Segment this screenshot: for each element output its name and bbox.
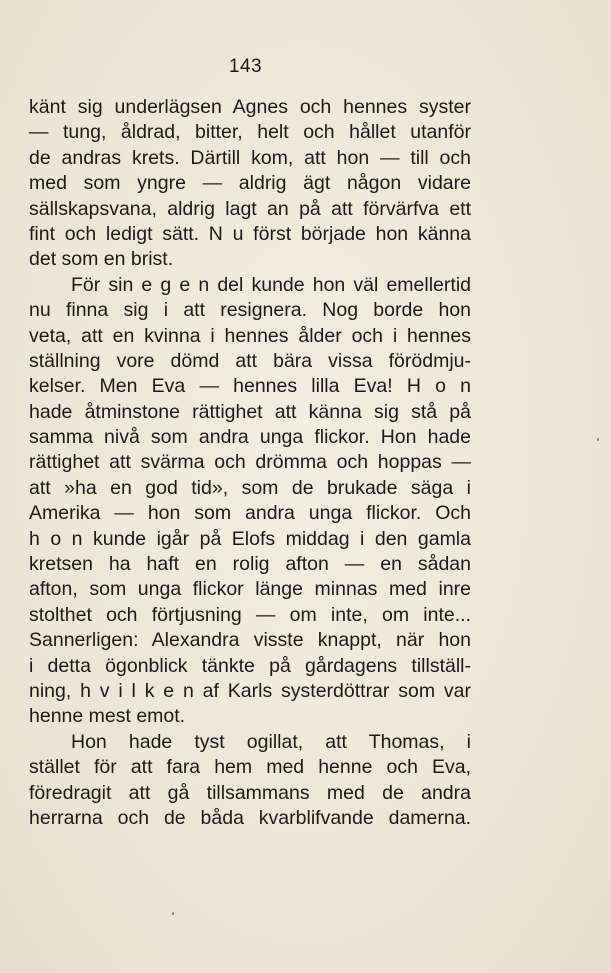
text-line: nu finna sig i att resignera. Nog borde hon bbox=[29, 299, 471, 322]
text-line: ställning vore dömd att bära vissa förödmju- bbox=[29, 349, 471, 372]
text-line: Sannerligen: Alexandra visste knappt, när hon bbox=[29, 629, 471, 652]
page-number: 143 bbox=[228, 56, 263, 77]
text-line: h o n kunde igår på Elofs middag i den gamla bbox=[29, 527, 471, 550]
text-line: stället för att fara hem med henne och Eva, bbox=[29, 756, 471, 779]
text-line: kelser. Men Eva — hennes lilla Eva! H o n bbox=[29, 375, 471, 398]
text-line: de andras krets. Därtill kom, att hon — till och bbox=[29, 146, 471, 169]
text-line: henne mest emot. bbox=[29, 705, 186, 728]
body-text bbox=[29, 95, 471, 831]
text-line: fint och ledigt sätt. N u först började hon känna bbox=[29, 222, 471, 245]
text-line: herrarna och de båda kvarblifvande damerna. bbox=[29, 806, 471, 829]
text-line: Amerika — hon som andra unga flickor. Och bbox=[29, 502, 471, 525]
text-line: afton, som unga flickor länge minnas med inre bbox=[29, 578, 471, 601]
text-line: hade åtminstone rättighet att känna sig stå på bbox=[29, 400, 471, 423]
text-line: ning, h v i l k e n af Karls systerdöttrar som var bbox=[29, 679, 471, 702]
text-line: samma nivå som andra unga flickor. Hon hade bbox=[29, 426, 471, 449]
text-line: veta, att en kvinna i hennes ålder och i hennes bbox=[29, 324, 471, 347]
text-line: kretsen ha haft en rolig afton — en sådan bbox=[29, 553, 471, 576]
text-line: Hon hade tyst ogillat, att Thomas, i bbox=[71, 730, 471, 753]
text-line: att »ha en god tid», som de brukade säga i bbox=[29, 476, 471, 499]
text-line: rättighet att svärma och drömma och hoppas — bbox=[29, 451, 471, 474]
paper-speck bbox=[597, 438, 599, 441]
text-line: sällskapsvana, aldrig lagt an på att förvärfva ett bbox=[29, 197, 471, 220]
text-line: föredragit att gå tillsammans med de andra bbox=[29, 781, 471, 804]
text-line: stolthet och förtjusning — om inte, om inte... bbox=[29, 603, 471, 626]
text-line: känt sig underlägsen Agnes och hennes syster bbox=[29, 96, 471, 118]
text-line: med som yngre — aldrig ägt någon vidare bbox=[29, 172, 471, 195]
paper-speck bbox=[172, 912, 174, 915]
text-line: — tung, åldrad, bitter, helt och hållet utanför bbox=[29, 121, 471, 144]
text-line: För sin e g e n del kunde hon väl emellertid bbox=[71, 273, 471, 296]
text-line: i detta ögonblick tänkte på gårdagens tillställ- bbox=[29, 654, 471, 677]
text-line: det som en brist. bbox=[29, 248, 174, 271]
